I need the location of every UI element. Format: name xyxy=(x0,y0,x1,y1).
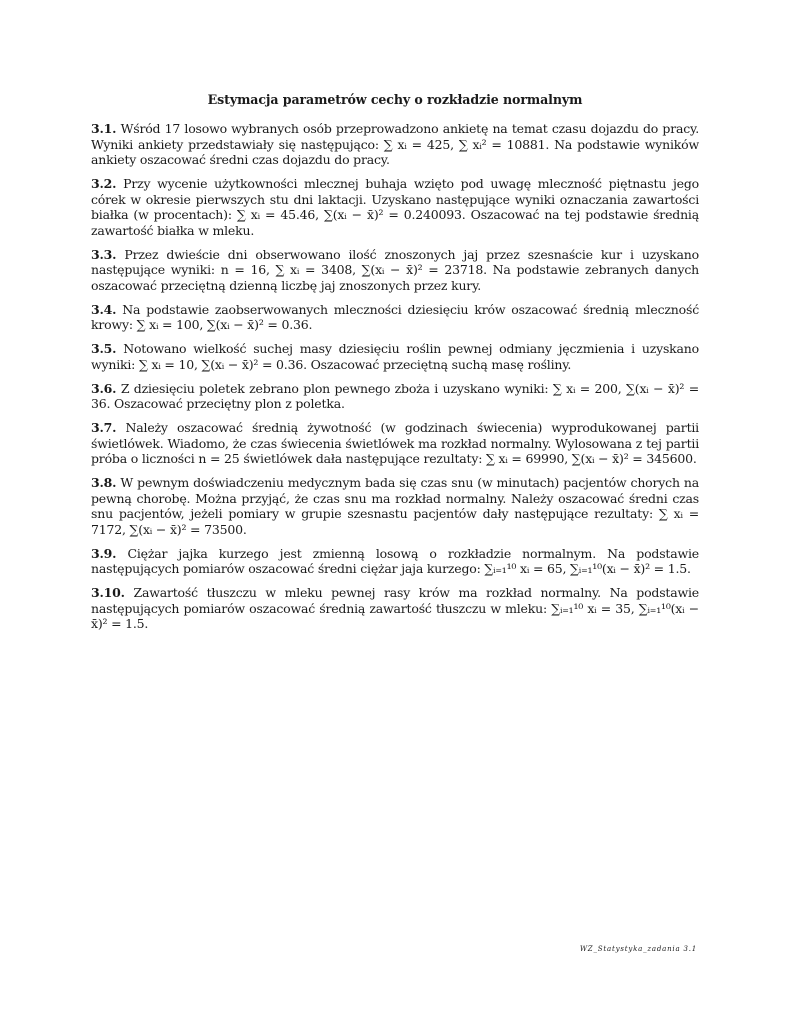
problem-text: Należy oszacować średnią żywotność (w godzinach świecenia) wyprodukowanej partii świetlówek. Wiadomo, że czas świecenia świetlówek ma rozkład normalny. Wylosowana z tej partii próba o liczności n = 25 świetlówek dała następujące rezultaty: ∑ xᵢ = 69990, ∑(xᵢ − x̄)² = 345600. xyxy=(91,420,699,466)
page-footer: WZ_Statystyka_zadania 3.1 xyxy=(579,945,697,953)
problem-number: 3.3. xyxy=(91,246,117,262)
problem-3-3 xyxy=(91,247,699,294)
document-title: Estymacja parametrów cechy o rozkładzie normalnym xyxy=(207,92,583,107)
problem-number: 3.5. xyxy=(91,341,117,356)
problem-3-2 xyxy=(91,176,699,238)
problem-number: 3.1. xyxy=(91,121,117,136)
problem-text: W pewnym doświadczeniu medycznym bada się czas snu (w minutach) pacjentów chorych na pewną chorobę. Można przyjąć, że czas snu ma rozkład normalny. Należy oszacować średni czas snu pacjentów, jeżeli pomiary w grupie szesnastu pacjentów dały następujące rezultaty: ∑ xᵢ = 7172, ∑(xᵢ − x̄)² = 73500. xyxy=(91,475,699,537)
problem-3-6 xyxy=(91,381,699,412)
problem-text: Zawartość tłuszczu w mleku pewnej rasy krów ma rozkład normalny. Na podstawie następujących pomiarów oszacować średnią zawartość tłuszczu w mleku: ∑ᵢ₌₁¹⁰ xᵢ = 35, ∑ᵢ₌₁¹⁰(xᵢ − x̄)² = 1.5. xyxy=(91,585,699,631)
problem-3-1 xyxy=(91,121,699,168)
problem-text: Wśród 17 losowo wybranych osób przeprowadzono ankietę na temat czasu dojazdu do pracy. Wyniki ankiety przedstawiały się następująco: ∑ xᵢ = 425, ∑ xᵢ² = 10881. Na podstawie wyników ankiety oszacować średni czas dojazdu do pracy. xyxy=(91,121,699,167)
problem-number: 3.10. xyxy=(91,585,125,600)
problem-text: Notowano wielkość suchej masy dziesięciu roślin pewnej odmiany jęczmienia i uzyskano wyniki: ∑ xᵢ = 10, ∑(xᵢ − x̄)² = 0.36. Oszacować przeciętną suchą masę rośliny. xyxy=(91,341,699,372)
problem-3-10 xyxy=(91,585,699,632)
problem-3-5 xyxy=(91,341,699,372)
problem-number: 3.9. xyxy=(91,545,117,561)
problem-3-4 xyxy=(91,302,699,333)
problem-3-7 xyxy=(91,420,699,467)
problem-number: 3.4. xyxy=(91,301,117,317)
problem-text: Przy wycenie użytkowności mlecznej buhaja wzięto pod uwagę mleczność piętnastu jego córek w okresie pierwszych stu dni laktacji. Uzyskano następujące wyniki oznaczania zawartości białka (w procentach): ∑ xᵢ = 45.46, ∑(xᵢ − x̄)² = 0.240093. Oszacować na tej podstawie średnią zawartość białka w mleku. xyxy=(91,176,699,238)
problem-3-8 xyxy=(91,475,699,537)
document-page xyxy=(91,92,699,640)
problem-number: 3.8. xyxy=(91,475,117,490)
problem-number: 3.2. xyxy=(91,176,117,191)
problem-text: Ciężar jajka kurzego jest zmienną losową o rozkładzie normalnym. Na podstawie następujących pomiarów oszacować średni ciężar jaja kurzego: ∑ᵢ₌₁¹⁰ xᵢ = 65, ∑ᵢ₌₁¹⁰(xᵢ − x̄)² = 1.5. xyxy=(91,545,699,576)
problem-text: Na podstawie zaobserwowanych mleczności dziesięciu krów oszacować średnią mleczność krowy: ∑ xᵢ = 100, ∑(xᵢ − x̄)² = 0.36. xyxy=(91,301,699,332)
problem-3-9 xyxy=(91,546,699,577)
problem-text: Przez dwieście dni obserwowano ilość znoszonych jaj przez szesnaście kur i uzyskano następujące wyniki: n = 16, ∑ xᵢ = 3408, ∑(xᵢ − x̄)² = 23718. Na podstawie zebranych danych oszacować przeciętną dzienną liczbę jaj znoszonych przez kury. xyxy=(91,246,699,293)
problem-number: 3.7. xyxy=(91,420,117,435)
problem-number: 3.6. xyxy=(91,380,117,396)
problem-text: Z dziesięciu poletek zebrano plon pewnego zboża i uzyskano wyniki: ∑ xᵢ = 200, ∑(xᵢ − x̄)² = 36. Oszacować przeciętny plon z poletka. xyxy=(91,380,699,411)
